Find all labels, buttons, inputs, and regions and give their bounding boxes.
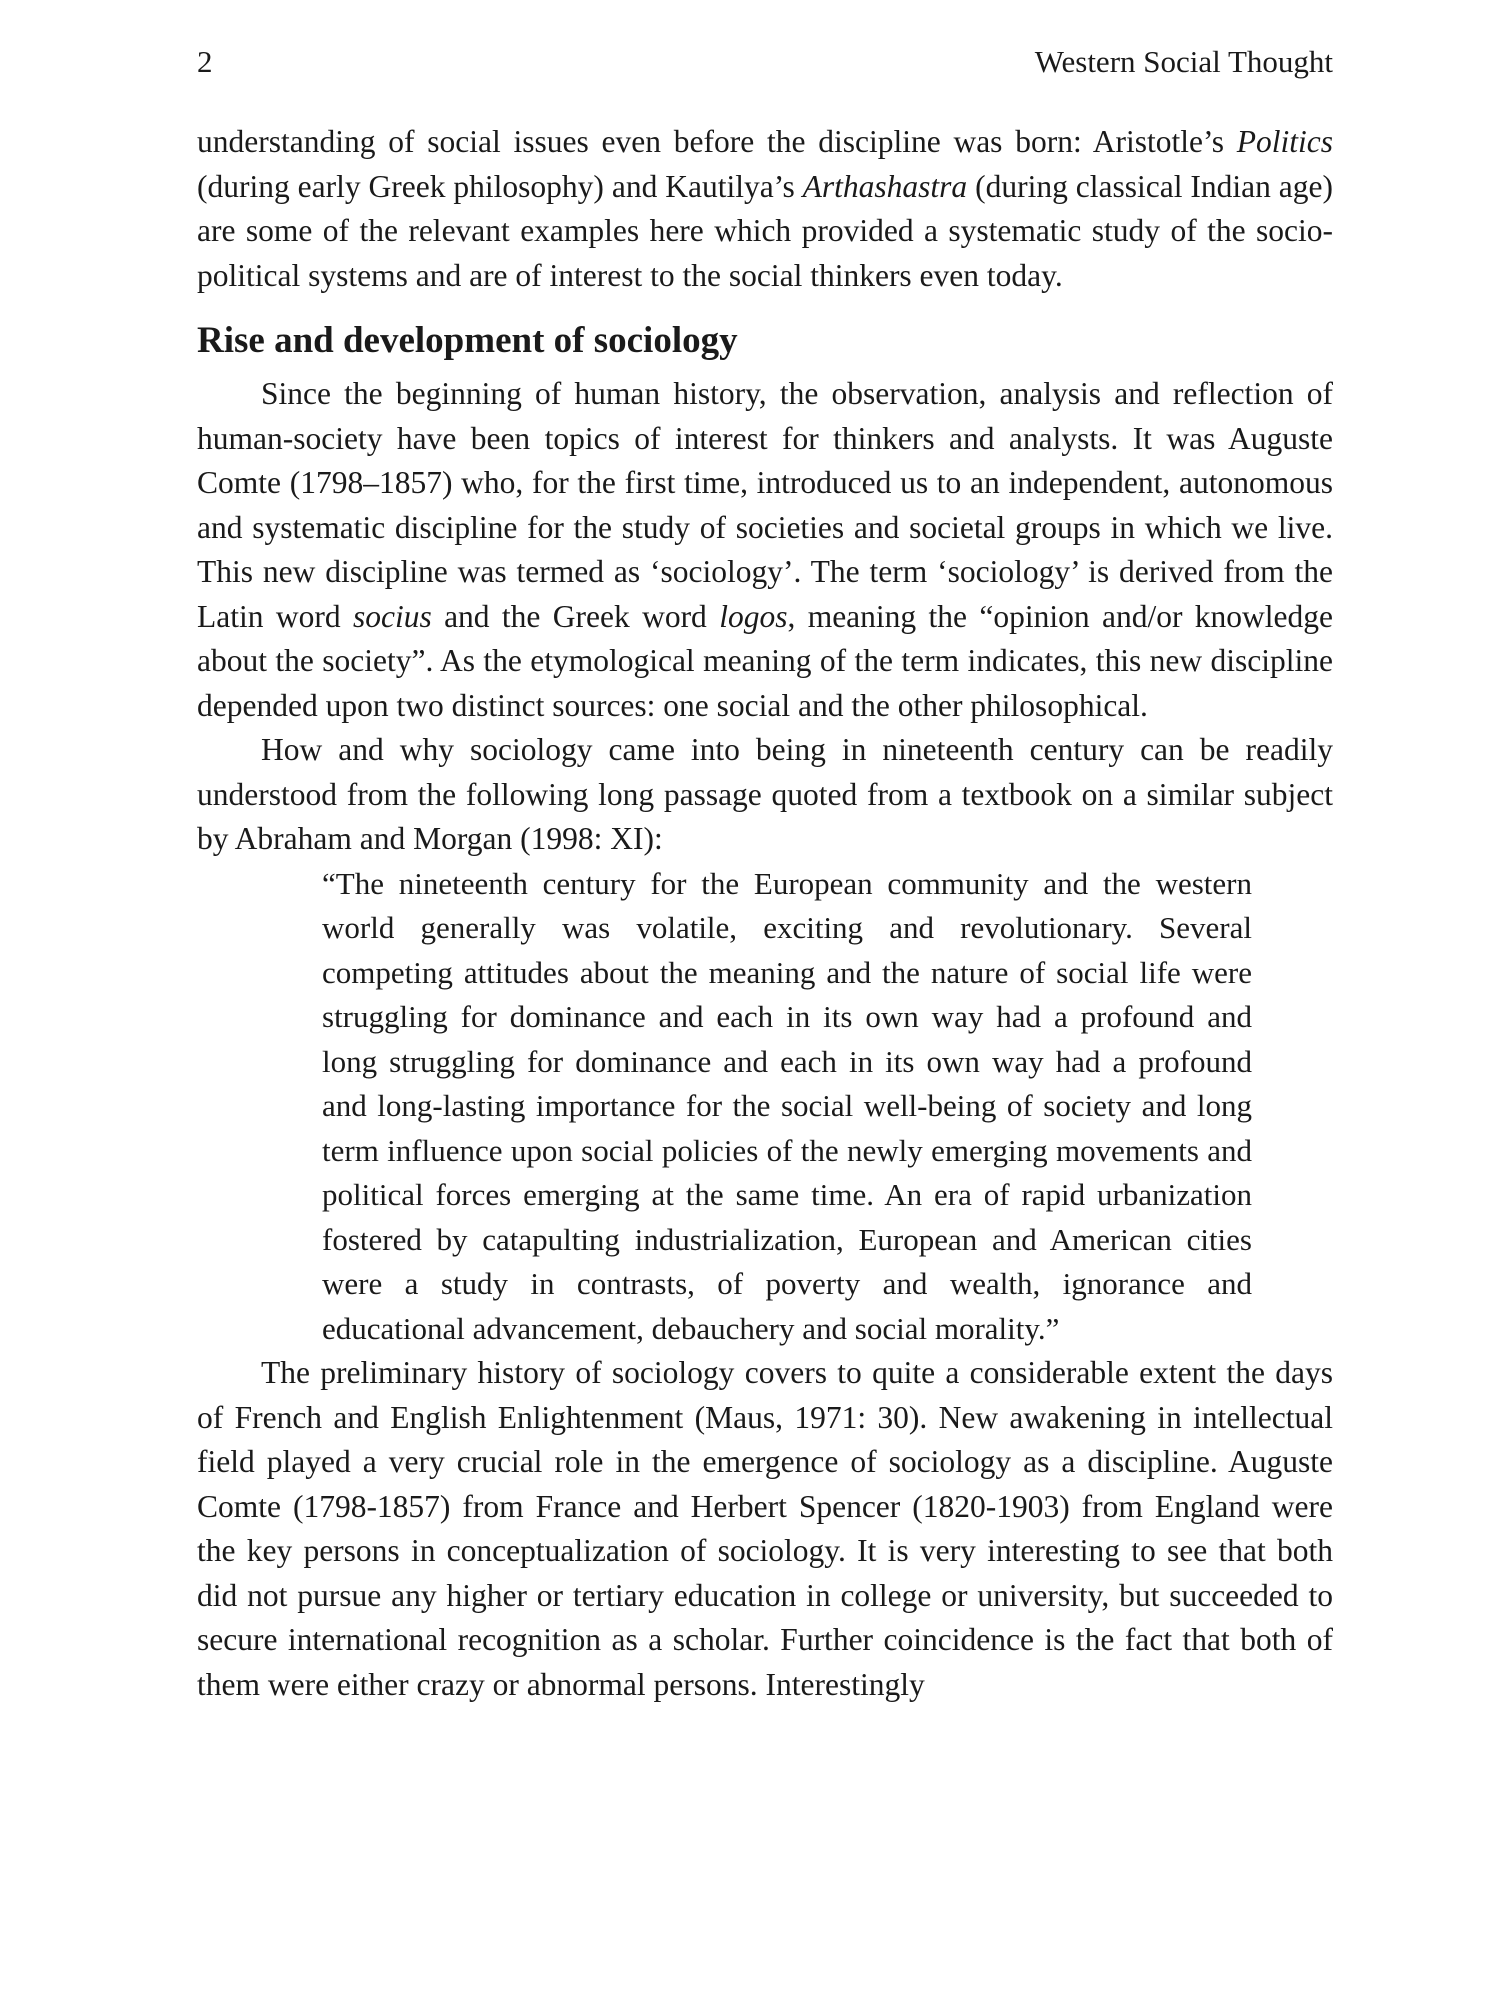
paragraph-origins: Since the beginning of human history, the observation, analysis and reflection of human-society have been topics of interest for thinkers and analysts. It was Auguste Comte (1798–1857) who, for the first time, introduced us to an independent, autonomous and systematic discipline for the study of societies and societal groups in which we live. This new discipline was termed as ‘sociology’. The term ‘sociology’ is derived from the Latin word socius and the Greek word logos, meaning the “opinion and/or knowledge about the society”. As the etymological meaning of the term indicates, this new discipline depended upon two distinct sources: one social and the other philosophical.	[197, 376, 1334, 723]
italic-word-logos: logos	[719, 598, 788, 634]
paragraph-history: The preliminary history of sociology covers to quite a considerable extent the days of French and English Enlightenment (Maus, 1971: 30). New awakening in intellectual field played a very crucial role in the emergence of sociology as a discipline. Auguste Comte (1798-1857) from France and Herbert Spencer (1820-1903) from England were the key persons in conceptualization of sociology. It is very interesting to see that both did not pursue any higher or tertiary education in college or university, but succeeded to secure international recognition as a scholar. Further coincidence is the fact that both of them were either crazy or abnormal persons. Interestingly	[197, 1355, 1333, 1702]
italic-word-socius: socius	[352, 598, 432, 634]
paragraph-quote-intro: How and why sociology came into being in nineteenth century can be readily understood from the following long passage quoted from a textbook on a similar subject by Abraham and Morgan (1998: XI):	[197, 732, 1333, 856]
italic-title-politics: Politics	[1236, 124, 1333, 159]
section-heading: Rise and development of sociology	[197, 320, 738, 361]
running-title: Western Social Thought	[1034, 44, 1333, 79]
italic-title-arthashastra: Arthashastra	[802, 168, 968, 204]
body-text	[197, 120, 1333, 1707]
block-quote: “The nineteenth century for the European community and the western world generally was volatile, exciting and revolutionary. Several competing attitudes about the meaning and the nature of social life were struggling for dominance and each in its own way had a profound and long struggling for dominance and each in its own way had a profound and long-lasting importance for the social well-being of society and long term influence upon social policies of the newly emerging movements and political forces emerging at the same time. An era of rapid urbanization fostered by catapulting industrialization, European and American cities were a study in contrasts, of poverty and wealth, ignorance and educational advancement, debauchery and social morality.”	[322, 865, 1252, 1346]
page-number: 2	[197, 44, 213, 79]
running-head	[197, 38, 1333, 86]
intro-paragraph: understanding of social issues even before the discipline was born: Aristotle’s Politics (during early Greek philosophy) and Kautilya’s Arthashastra (during classical Indian age) are some of the relevant examples here which provided a systematic study of the socio-political systems and are of interest to the social thinkers even today.	[197, 124, 1333, 293]
